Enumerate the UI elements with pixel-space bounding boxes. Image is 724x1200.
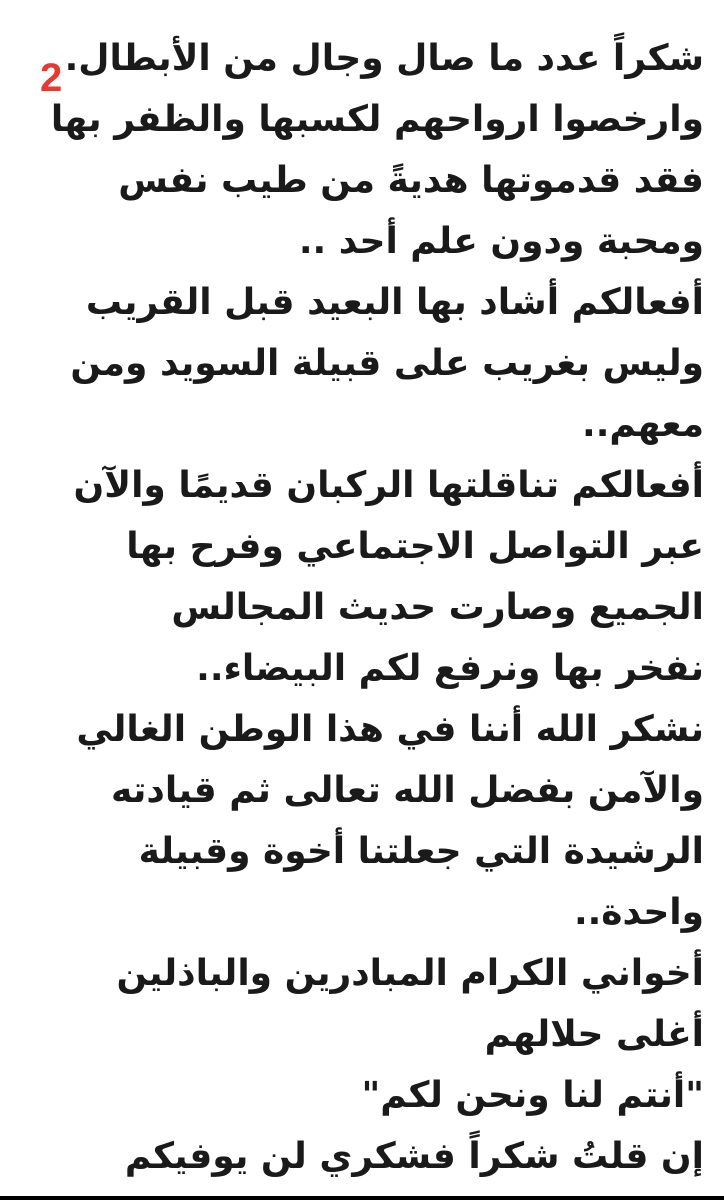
text-line-7: معهم.. <box>582 404 704 445</box>
text-line-6: وليس بغريب على قبيلة السويد ومن <box>70 343 704 384</box>
text-line-9: عبر التواصل الاجتماعي وفرح بها <box>126 526 704 567</box>
text-line-18: "أنتم لنا ونحن لكم" <box>361 1075 704 1116</box>
text-line-5: أفعالكم أشاد بها البعيد قبل القريب <box>85 282 704 323</box>
page-number: 2 <box>40 56 63 100</box>
text-line-16: أخواني الكرام المبادرين والباذلين <box>116 953 704 994</box>
text-line-12: نشكر الله أننا في هذا الوطن الغالي <box>76 709 704 750</box>
text-line-2: وارخصوا ارواحهم لكسبها والظفر بها <box>50 99 704 140</box>
text-line-1: شكراً عدد ما صال وجال من الأبطال. <box>64 38 704 79</box>
text-line-11: نفخر بها ونرفع لكم البيضاء.. <box>196 648 704 689</box>
text-line-13: والآمن بفضل الله تعالى ثم قيادته <box>111 770 704 811</box>
text-line-17: أغلى حلالهم <box>484 1014 704 1055</box>
text-line-8: أفعالكم تناقلتها الركبان قديمًا والآن <box>73 465 704 506</box>
text-line-14: الرشيدة التي جعلتنا أخوة وقبيلة <box>138 831 704 872</box>
text-line-10: الجميع وصارت حديث المجالس <box>171 587 704 628</box>
text-line-3: فقد قدموتها هديةً من طيب نفس <box>118 160 704 201</box>
poem-text <box>44 28 704 1187</box>
text-line-19: إن قلتُ شكراً فشكري لن يوفيكم <box>124 1136 704 1177</box>
text-line-15: واحدة.. <box>573 892 704 933</box>
bottom-divider <box>0 1196 724 1200</box>
text-line-4: ومحبة ودون علم أحد .. <box>298 221 704 262</box>
